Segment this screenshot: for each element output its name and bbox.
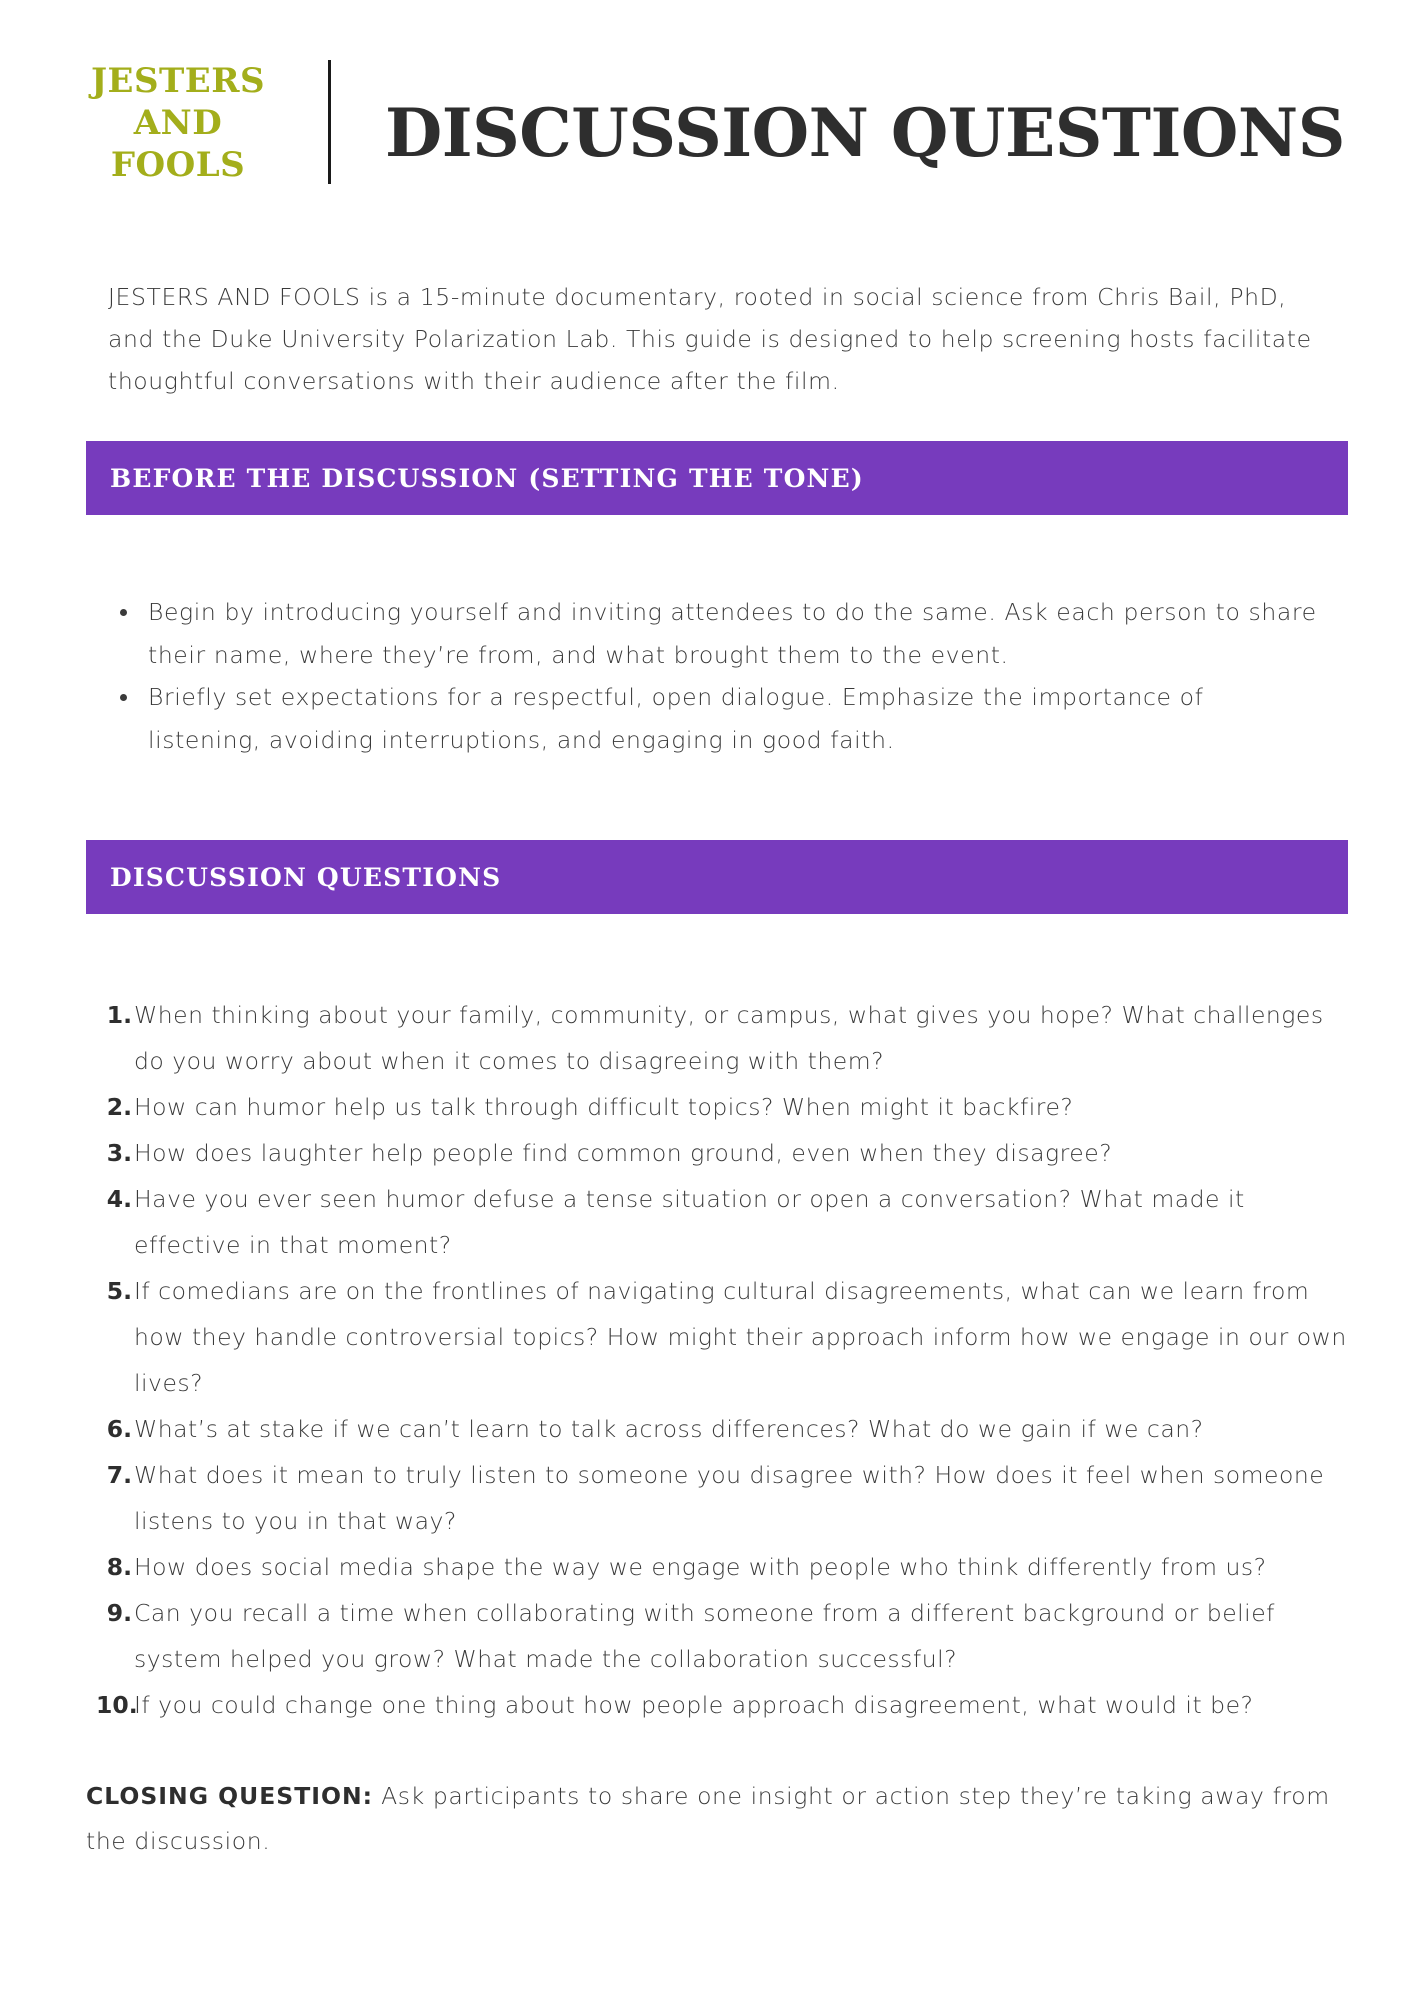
bullet-item [120,676,1320,761]
question-number: 2. [106,1093,132,1121]
question-item [96,1590,1358,1682]
before-bullet-list [120,591,1320,761]
question-number: 7. [106,1461,132,1489]
question-text: If comedians are on the frontlines of navigating cultural disagreements, what can we learn from how they handle controversial topics? How might their approach inform how we engage in our own lives? [134,1277,1347,1397]
question-number: 9. [106,1599,132,1627]
question-number: 1. [106,1001,132,1029]
logo-line-1: JESTERS [90,61,266,101]
header-divider [328,60,331,184]
question-text: If you could change one thing about how people approach disagreement, what would it be? [134,1691,1254,1719]
section-banner-questions [86,840,1348,914]
question-number: 3. [106,1139,132,1167]
closing-label: CLOSING QUESTION: [86,1782,374,1810]
question-item [96,992,1358,1084]
closing-question [86,1774,1346,1864]
page-title: DISCUSSION QUESTIONS [385,94,1345,172]
question-item [96,1130,1358,1176]
question-item [96,1084,1358,1130]
question-text: What does it mean to truly listen to someone you disagree with? How does it feel when someone listens to you in that way? [134,1461,1325,1535]
question-text: How does social media shape the way we engage with people who think differently from us? [134,1553,1267,1581]
question-text: How can humor help us talk through difficult topics? When might it backfire? [134,1093,1074,1121]
bullet-item [120,591,1320,676]
question-item [96,1176,1358,1268]
question-number: 8. [106,1553,132,1581]
bullet-text: Briefly set expectations for a respectful, open dialogue. Emphasize the importance of listening, avoiding interruptions, and engaging in good faith. [148,683,1204,754]
logo-line-2: AND [133,103,223,143]
section-heading-before: BEFORE THE DISCUSSION (SETTING THE TONE) [110,463,864,493]
bullet-dot-icon [120,609,127,616]
intro-paragraph: JESTERS AND FOOLS is a 15-minute documentary, rooted in social science from Chris Bail, PhD, and the Duke University Polarization Lab. This guide is designed to help screening hosts facilitate thoughtful conversations with their audience after the film. [108,283,1312,395]
question-text: Have you ever seen humor defuse a tense situation or open a conversation? What made it effective in that moment? [134,1185,1245,1259]
bullet-dot-icon [120,694,127,701]
question-item [96,1682,1358,1728]
logo-line-3: FOOLS [110,145,246,185]
question-text: When thinking about your family, community, or campus, what gives you hope? What challenges do you worry about when it comes to disagreeing with them? [134,1001,1324,1075]
section-banner-before [86,441,1348,515]
logo [70,60,286,186]
question-item [96,1544,1358,1590]
question-number: 6. [106,1415,132,1443]
question-number: 5. [106,1277,132,1305]
question-list [96,992,1358,1728]
question-text: What’s at stake if we can’t learn to talk across differences? What do we gain if we can? [134,1415,1204,1443]
closing-text: Ask participants to share one insight or action step they’re taking away from the discussion. [86,1782,1330,1855]
question-item [96,1406,1358,1452]
bullet-text: Begin by introducing yourself and inviting attendees to do the same. Ask each person to share their name, where they’re from, and what brought them to the event. [148,598,1317,669]
question-number: 10. [96,1691,138,1719]
question-item [96,1268,1358,1406]
section-heading-questions: DISCUSSION QUESTIONS [110,862,502,892]
question-text: How does laughter help people find common ground, even when they disagree? [134,1139,1113,1167]
question-item [96,1452,1358,1544]
question-number: 4. [106,1185,132,1213]
question-text: Can you recall a time when collaborating with someone from a different background or belief system helped you grow? What made the collaboration successful? [134,1599,1275,1673]
